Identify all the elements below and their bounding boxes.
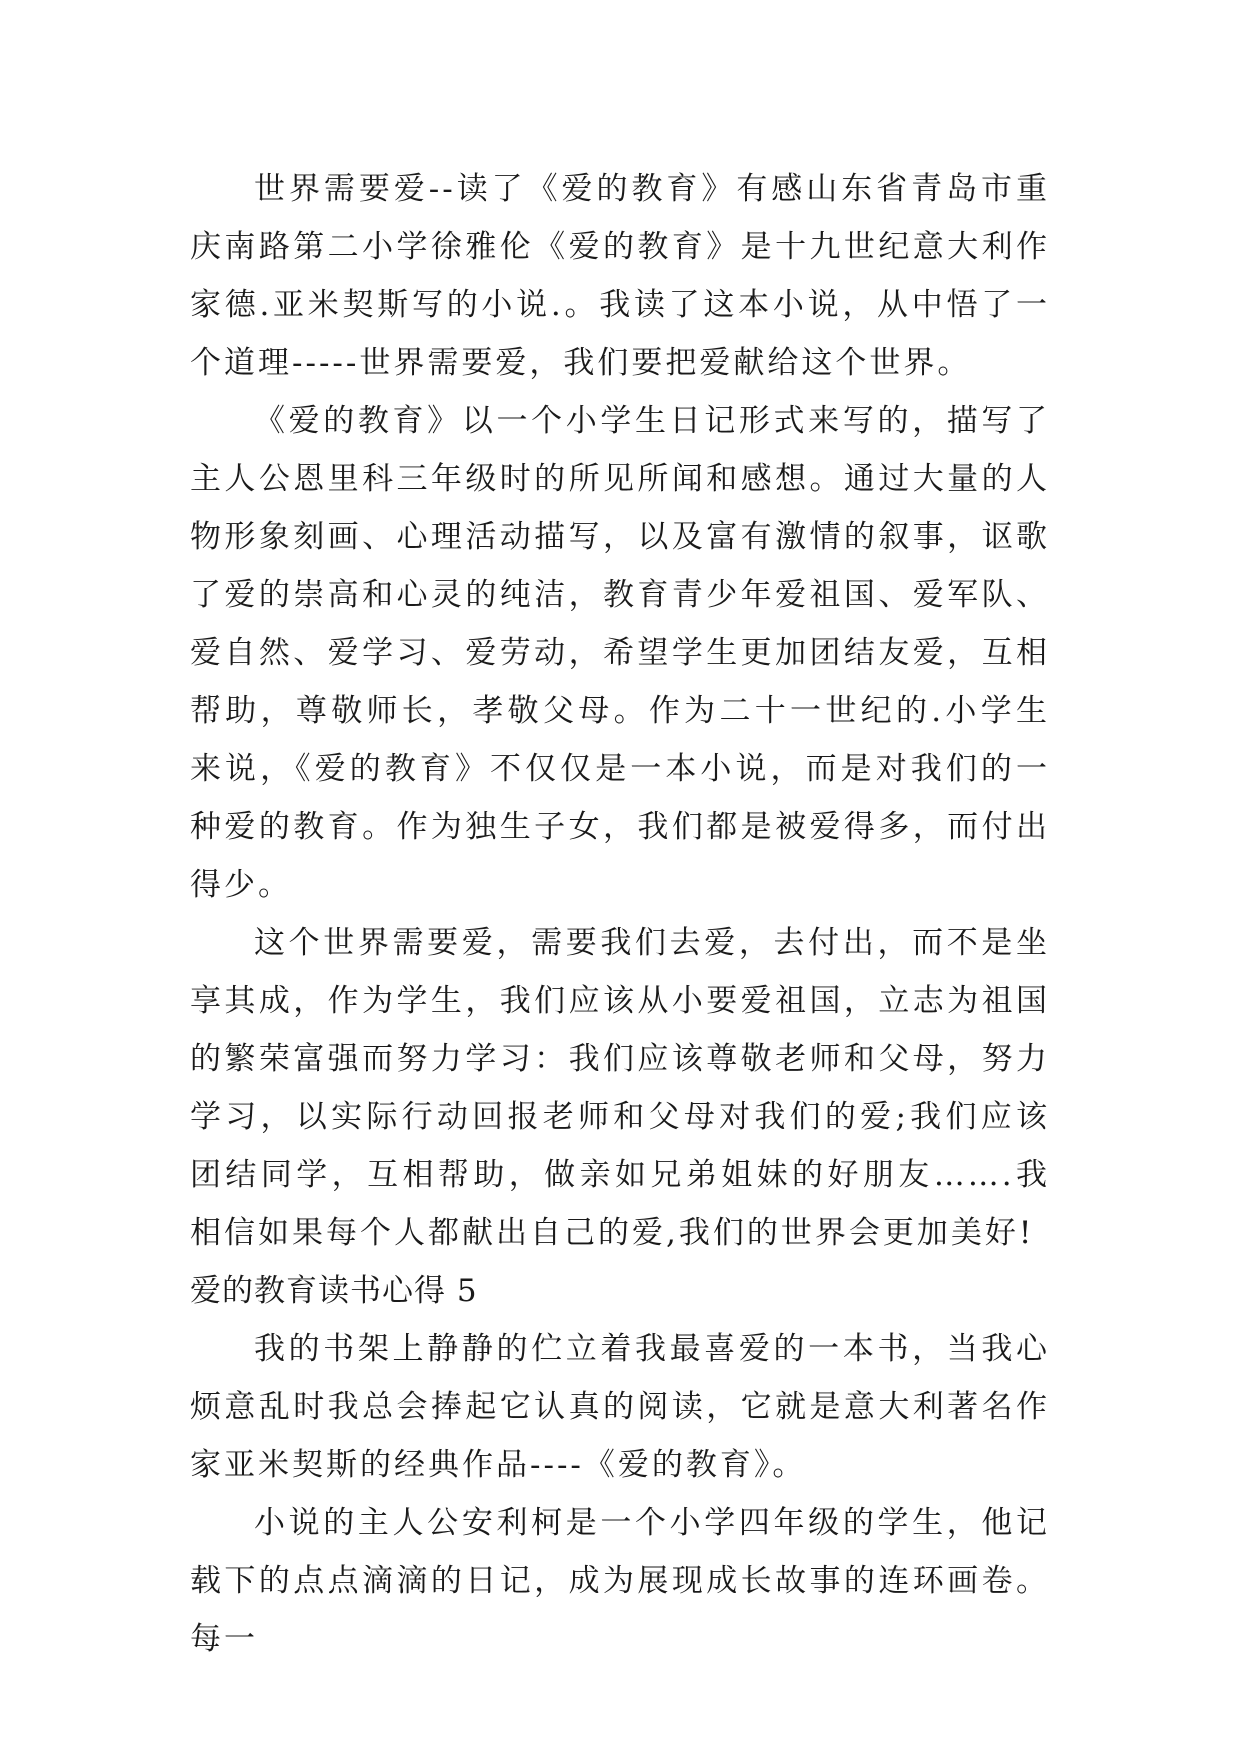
section-heading: 爱的教育读书心得 5 xyxy=(190,1273,478,1309)
paragraph: 我的书架上静静的伫立着我最喜爱的一本书，当我心烦意乱时我总会捧起它认真的阅读，它就是意大利著名作家亚米契斯的经典作品----《爱的教育》。 xyxy=(190,1331,1050,1483)
paragraph: 世界需要爱--读了《爱的教育》有感山东省青岛市重庆南路第二小学徐雅伦《爱的教育》是十九世纪意大利作家德.亚米契斯写的小说.。我读了这本小说，从中悟了一个道理-----世界需要爱，我们要把爱献给这个世界。 xyxy=(190,171,1050,381)
paragraph: 小说的主人公安利柯是一个小学四年级的学生，他记载下的点点滴滴的日记，成为展现成长故事的连环画卷。每一 xyxy=(190,1505,1050,1657)
paragraph: 《爱的教育》以一个小学生日记形式来写的，描写了主人公恩里科三年级时的所见所闻和感想。通过大量的人物形象刻画、心理活动描写，以及富有激情的叙事，讴歌了爱的崇高和心灵的纯洁，教育青少年爱祖国、爱军队、爱自然、爱学习、爱劳动，希望学生更加团结友爱，互相帮助，尊敬师长，孝敬父母。作为二十一世纪的.小学生来说，《爱的教育》不仅仅是一本小说，而是对我们的一种爱的教育。作为独生子女，我们都是被爱得多，而付出得少。 xyxy=(190,403,1050,903)
paragraph: 这个世界需要爱，需要我们去爱，去付出，而不是坐享其成，作为学生，我们应该从小要爱祖国，立志为祖国的繁荣富强而努力学习：我们应该尊敬老师和父母，努力学习，以实际行动回报老师和父母对我们的爱;我们应该团结同学，互相帮助，做亲如兄弟姐妹的好朋友…….我相信如果每个人都献出自己的爱,我们的世界会更加美好! xyxy=(190,925,1050,1251)
document-body xyxy=(190,160,1050,1668)
